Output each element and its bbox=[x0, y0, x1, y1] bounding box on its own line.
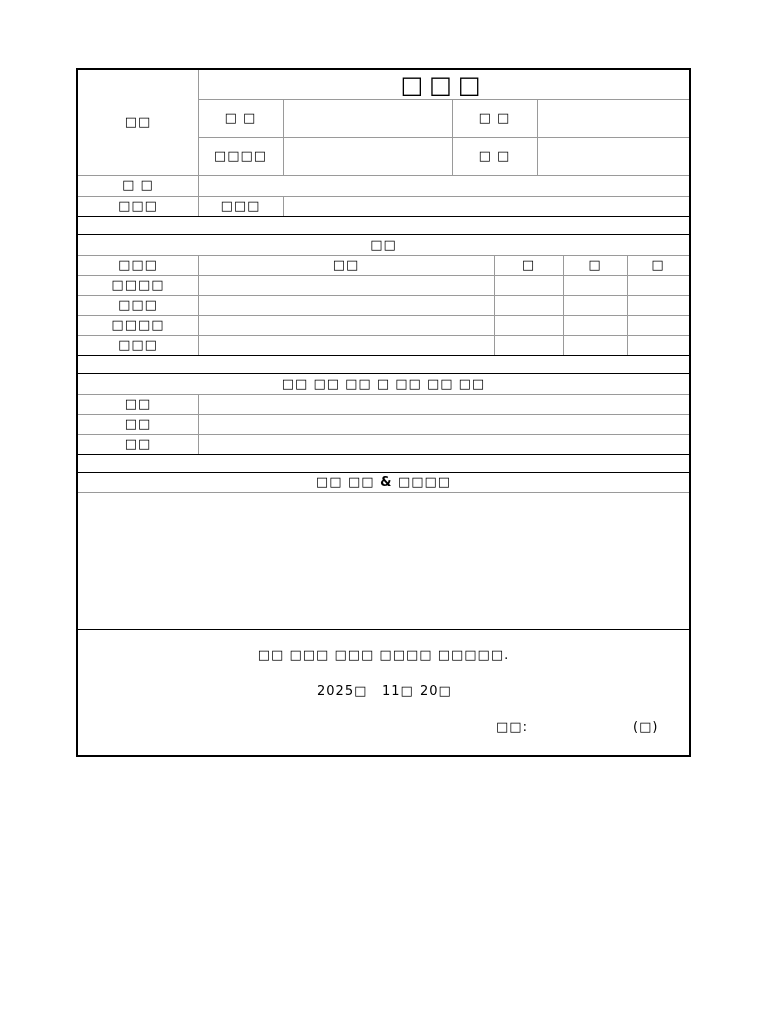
address-label: □ □ bbox=[122, 178, 154, 193]
table-header: □□□ bbox=[118, 257, 158, 273]
row-label: □□ bbox=[124, 416, 152, 432]
form-title: □□□ bbox=[400, 70, 487, 99]
divider bbox=[78, 629, 689, 630]
contact-label: □□□ bbox=[118, 198, 158, 214]
divider bbox=[78, 216, 689, 217]
name-field[interactable] bbox=[283, 99, 452, 137]
table-row-label: □□□ bbox=[118, 337, 158, 353]
free-text-area[interactable] bbox=[78, 493, 689, 629]
address-field[interactable] bbox=[198, 175, 689, 196]
field-right-2[interactable] bbox=[537, 137, 689, 175]
date-month: 11□ bbox=[382, 684, 414, 699]
signature-label: □□: bbox=[496, 720, 528, 735]
table-row-label: □□□□ bbox=[111, 317, 165, 333]
table-header: □ bbox=[651, 257, 665, 273]
table-row-label: □□□□ bbox=[111, 277, 165, 293]
field-label-right-1: □ □ bbox=[478, 110, 511, 126]
table-header: □□ bbox=[332, 257, 360, 273]
table-row-label: □□□ bbox=[118, 297, 158, 313]
statement-text: □□ □□□ □□□ □□□□ □□□□□. bbox=[257, 648, 510, 663]
document-form bbox=[76, 68, 691, 757]
date-day: 20□ bbox=[420, 684, 452, 699]
section1-title: □□ bbox=[370, 237, 397, 253]
table-header: □ bbox=[521, 257, 536, 273]
birth-field[interactable] bbox=[283, 137, 452, 175]
seal-mark: (□) bbox=[633, 720, 659, 735]
row-label: □□ bbox=[124, 436, 152, 452]
row-label: □□ bbox=[124, 396, 152, 412]
section2-title: □□ □□ □□ □ □□ □□ □□ bbox=[281, 376, 486, 392]
birth-label: □□□□ bbox=[213, 148, 268, 164]
date-year: 2025□ bbox=[317, 684, 368, 699]
divider bbox=[198, 394, 199, 454]
name-label: □ □ bbox=[224, 110, 257, 126]
field-label-right-2: □ □ bbox=[478, 148, 511, 164]
contact-field[interactable] bbox=[283, 196, 689, 216]
left-header-label: □□ bbox=[124, 115, 152, 130]
divider bbox=[78, 355, 689, 356]
table-header: □ bbox=[588, 257, 602, 273]
field-right-1[interactable] bbox=[537, 99, 689, 137]
section3-title: □□ □□ & □□□□ bbox=[315, 475, 452, 490]
divider bbox=[78, 454, 689, 455]
contact-sub-label: □□□ bbox=[220, 198, 261, 214]
